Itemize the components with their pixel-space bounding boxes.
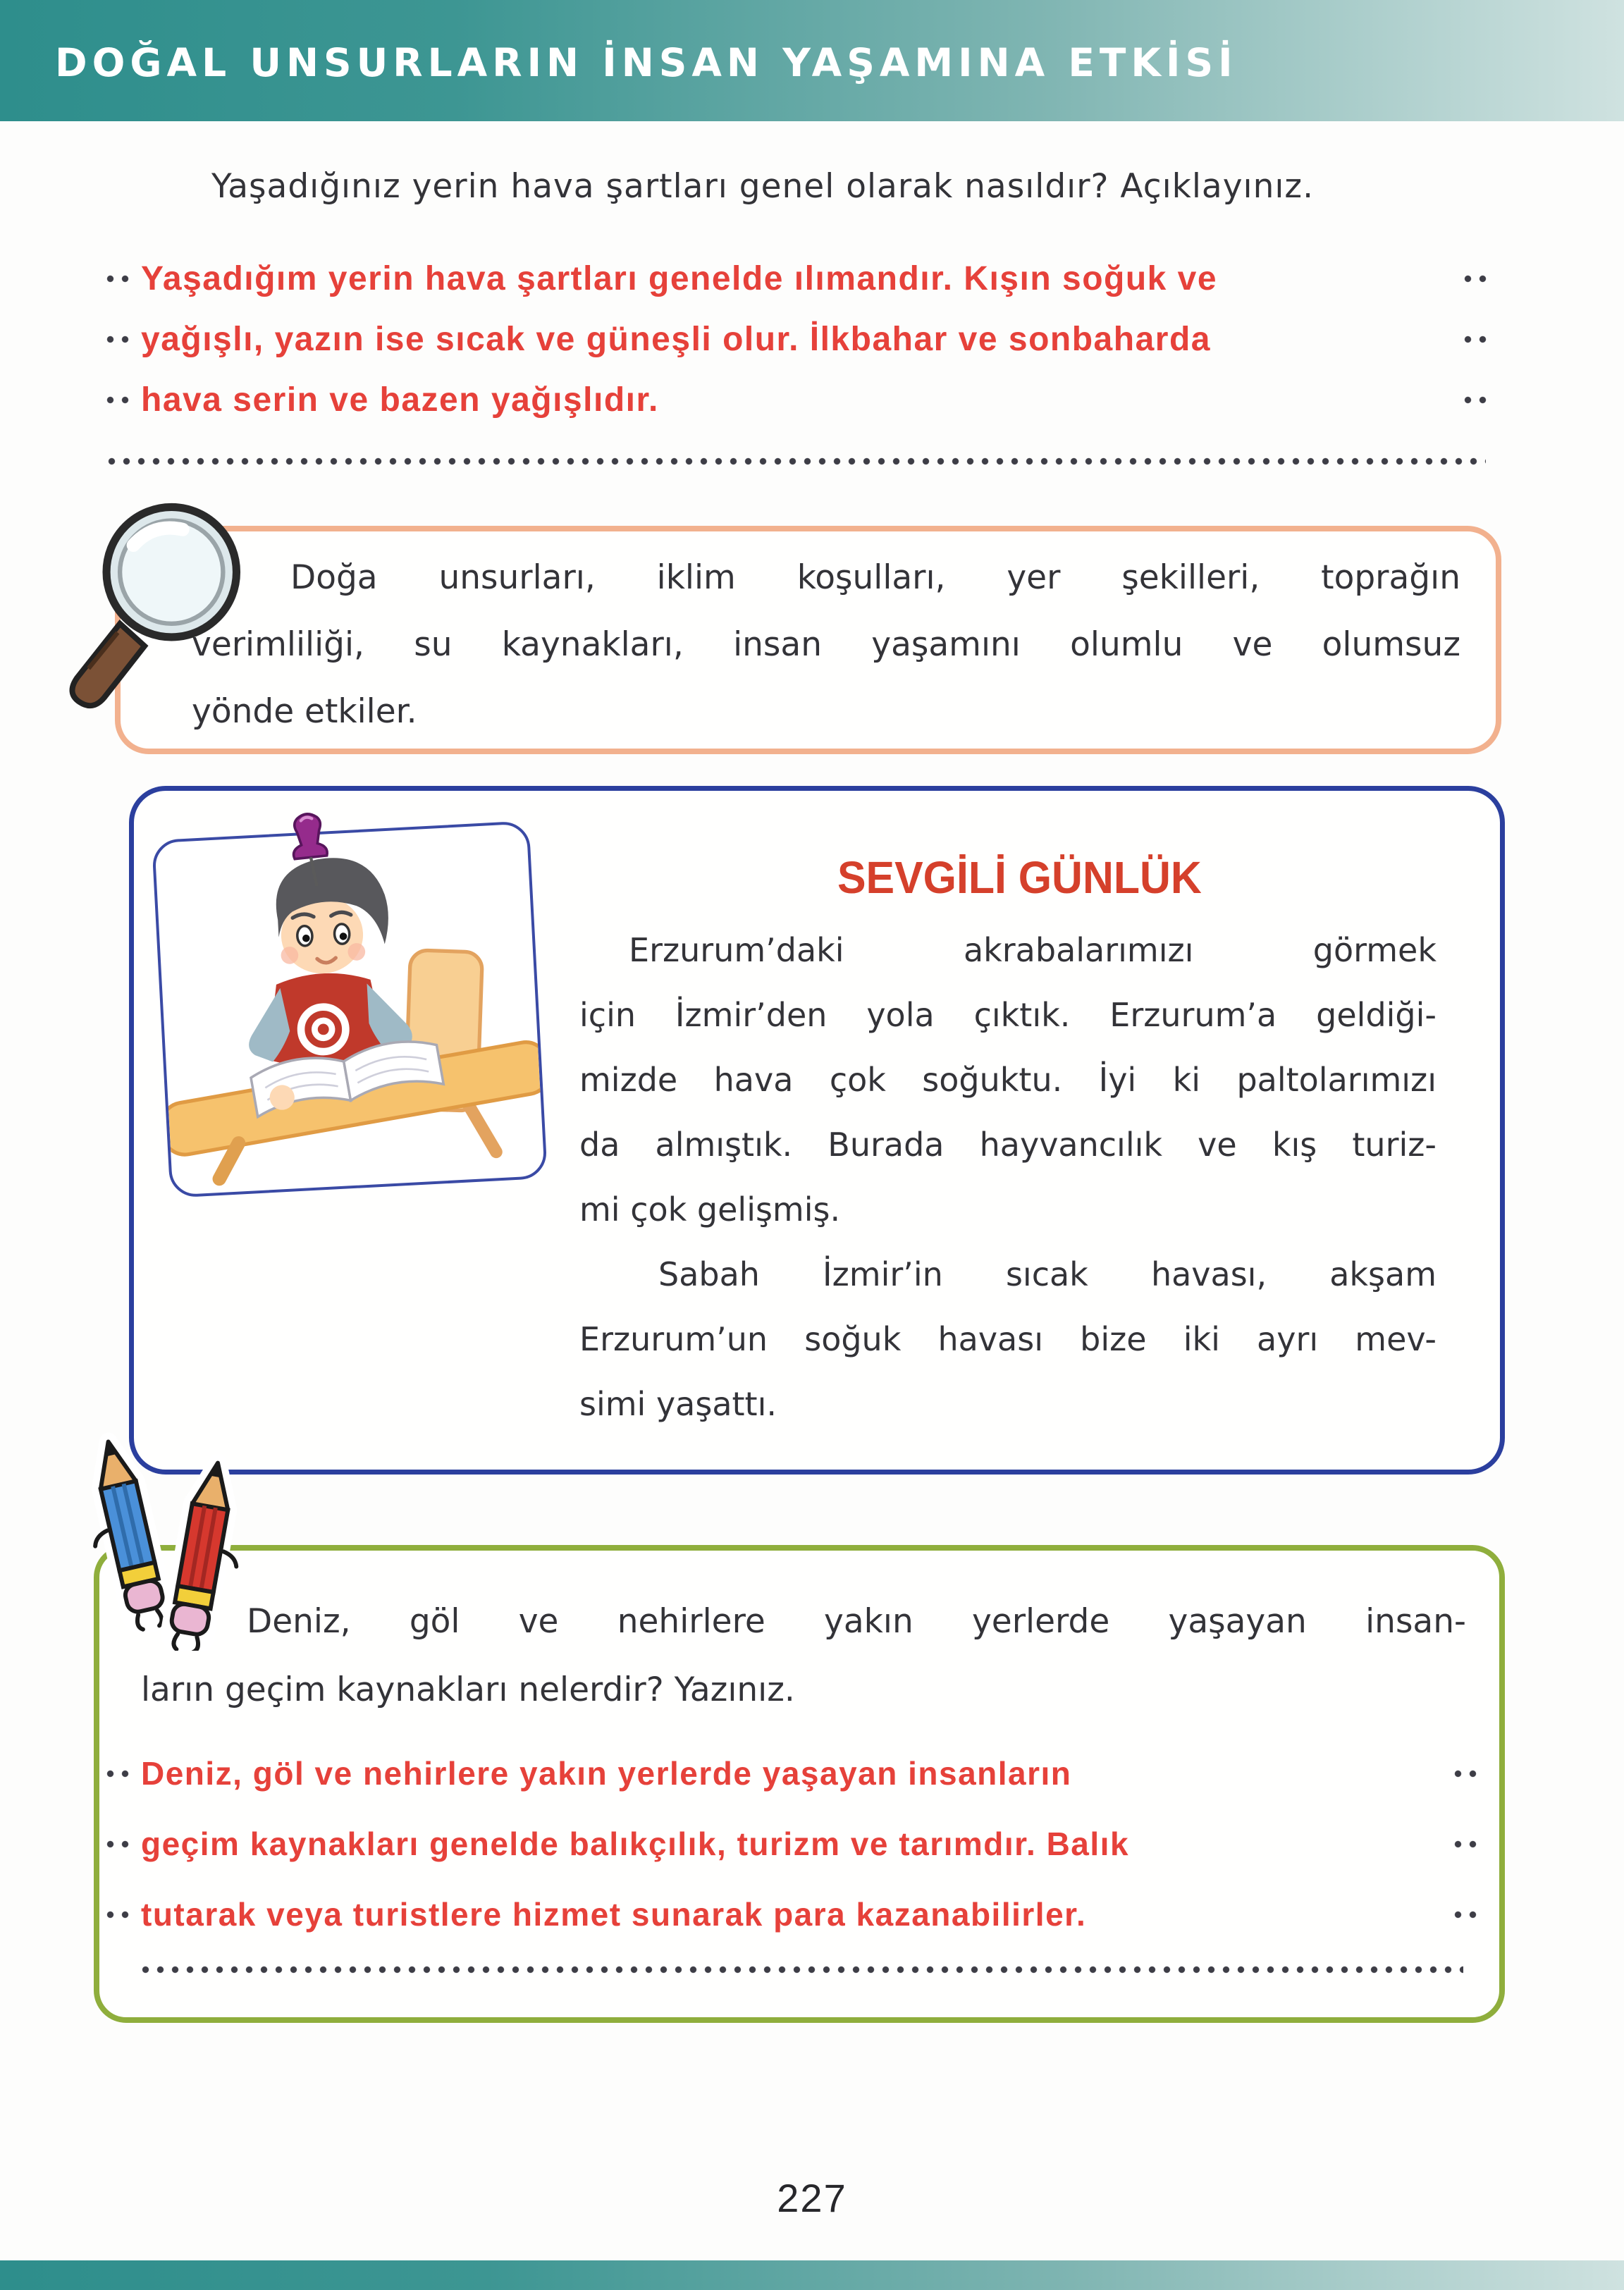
footer-band	[0, 2260, 1624, 2290]
answer-line	[103, 369, 1489, 430]
diary-line: mi çok gelişmiş.	[579, 1190, 841, 1229]
dotted-answer-line	[138, 1965, 1463, 1974]
answer-line	[103, 248, 1489, 309]
dotted-leader	[103, 274, 131, 283]
dotted-leader	[1451, 1840, 1479, 1849]
page-number: 227	[777, 2176, 847, 2220]
question-2	[141, 1587, 1466, 1724]
dotted-leader	[103, 395, 131, 405]
answer-line	[103, 1809, 1479, 1879]
answer-area-1	[103, 248, 1489, 430]
diary-text	[579, 918, 1437, 1436]
answer-line	[103, 309, 1489, 369]
answer-line	[103, 1738, 1479, 1809]
dotted-leader	[1451, 1769, 1479, 1778]
answer-text: geçim kaynakları genelde balıkçılık, turizm ve tarımdır. Balık	[141, 1826, 1130, 1862]
header-band	[0, 0, 1624, 121]
dotted-leader	[103, 1769, 131, 1778]
dotted-leader	[103, 335, 131, 344]
info-line: yönde etkiler.	[192, 692, 417, 731]
dotted-leader	[103, 1910, 131, 1919]
answer-area-2	[103, 1738, 1479, 1950]
answer-line	[103, 1879, 1479, 1950]
dotted-leader	[1460, 274, 1489, 283]
info-text	[192, 544, 1460, 745]
dotted-leader	[1451, 1910, 1479, 1919]
boy-illustration-frame	[152, 820, 548, 1198]
two-pencils-icon	[68, 1428, 261, 1651]
diary-line: için İzmir’den yola çıktık. Erzurum’a geldiği-	[579, 996, 1437, 1034]
boy-writing-illustration	[154, 824, 544, 1195]
answer-text: Yaşadığım yerin hava şartları genelde ılımandır. Kışın soğuk ve	[141, 259, 1218, 297]
diary-title: SEVGİLİ GÜNLÜK	[837, 852, 1202, 903]
question-2-line: ların geçim kaynakları nelerdir? Yazınız.	[141, 1670, 795, 1709]
info-line: verimliliği, su kaynakları, insan yaşamını olumlu ve olumsuz	[192, 625, 1460, 664]
diary-line: da almıştık. Burada hayvancılık ve kış turiz-	[579, 1126, 1437, 1164]
pushpin-icon	[276, 805, 346, 911]
dotted-leader	[1460, 395, 1489, 405]
info-line: Doğa unsurları, iklim koşulları, yer şekilleri, toprağın	[290, 558, 1460, 597]
diary-line: Erzurum’un soğuk havası bize iki ayrı mev-	[579, 1320, 1437, 1358]
dotted-leader	[103, 1840, 131, 1849]
dotted-answer-line	[104, 457, 1486, 466]
page-title: DOĞAL UNSURLARIN İNSAN YAŞAMINA ETKİSİ	[55, 40, 1238, 85]
diary-line: simi yaşattı.	[579, 1385, 777, 1423]
question-1: Yaşadığınız yerin hava şartları genel olarak nasıldır? Açıklayınız.	[211, 167, 1315, 206]
diary-line: mizde hava çok soğuktu. İyi ki paltolarımızı	[579, 1061, 1437, 1099]
answer-text: Deniz, göl ve nehirlere yakın yerlerde yaşayan insanların	[141, 1755, 1072, 1792]
answer-text: tutarak veya turistlere hizmet sunarak para kazanabilirler.	[141, 1896, 1087, 1933]
answer-text: yağışlı, yazın ise sıcak ve güneşli olur. İlkbahar ve sonbaharda	[141, 320, 1211, 358]
diary-line: Erzurum’daki akrabalarımızı görmek	[629, 931, 1437, 969]
answer-text: hava serin ve bazen yağışlıdır.	[141, 381, 659, 419]
dotted-leader	[1460, 335, 1489, 344]
diary-line: Sabah İzmir’in sıcak havası, akşam	[658, 1255, 1437, 1293]
question-2-line: Deniz, göl ve nehirlere yakın yerlerde yaşayan insan-	[247, 1602, 1466, 1641]
